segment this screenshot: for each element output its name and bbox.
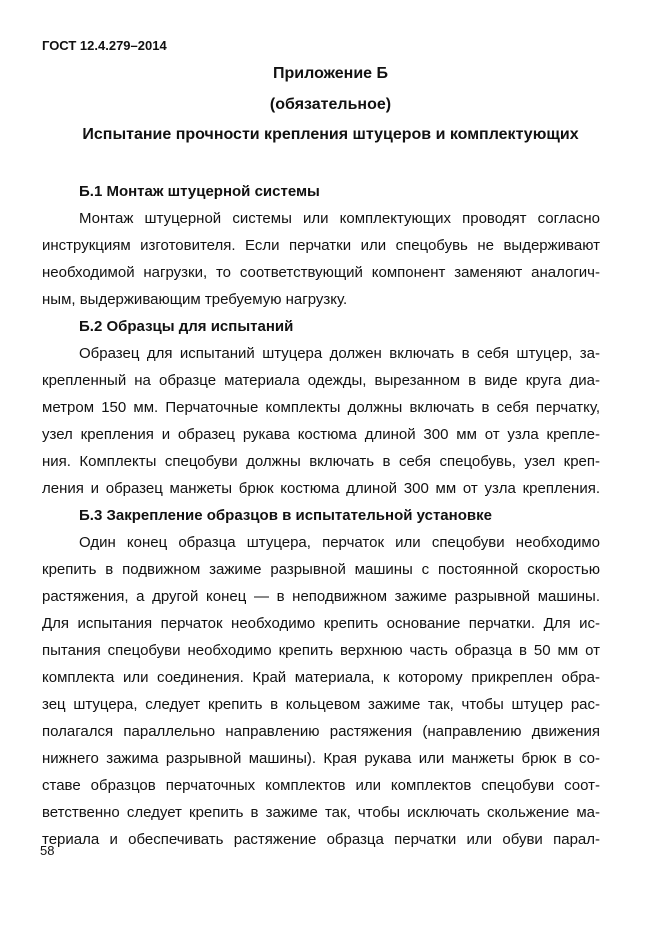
appendix-status: (обязательное) <box>269 96 392 113</box>
text-line: нижнего зажима разрывной машины). Края рукава или манжеты брюк в со- <box>42 750 600 767</box>
text-line: необходимой нагрузки, то соответствующий компонент заменяют аналогич- <box>42 264 600 281</box>
text-line: Монтаж штуцерной системы или комплектующих проводят согласно <box>79 210 600 227</box>
text-line: ставе образцов перчаточных комплектов или комплектов спецобуви соот- <box>42 777 600 794</box>
text-line: полагался параллельно направлению растяжения (направлению движения <box>42 723 600 740</box>
text-line: метром 150 мм. Перчаточные комплекты должны включать в себя перчатку, <box>42 399 600 416</box>
text-line: Образец для испытаний штуцера должен включать в себя штуцер, за- <box>79 345 600 362</box>
text-line: Один конец образца штуцера, перчаток или спецобуви необходимо <box>79 534 600 551</box>
text-line: зец штуцера, следует крепить в кольцевом зажиме так, чтобы штуцер рас- <box>42 696 600 713</box>
appendix-heading: Испытание прочности крепления штуцеров и комплектующих <box>82 126 579 143</box>
text-line: узел крепления и образец рукава костюма длиной 300 мм от узла крепле- <box>42 426 600 443</box>
section-heading-b3: Б.3 Закрепление образцов в испытательной установке <box>79 507 492 524</box>
text-line: инструкциям изготовителя. Если перчатки или спецобувь не выдерживают <box>42 237 600 254</box>
text-line: комплекта или соединения. Край материала, к которому прикреплен обра- <box>42 669 600 686</box>
section-heading-b2: Б.2 Образцы для испытаний <box>79 318 294 335</box>
text-line: пытания спецобуви необходимо крепить верхнюю часть образца в 50 мм от <box>42 642 600 659</box>
text-line: ления и образец манжеты брюк костюма длиной 300 мм от узла крепления. <box>42 480 600 497</box>
standard-code: ГОСТ 12.4.279–2014 <box>42 38 167 53</box>
text-line: ния. Комплекты спецобуви должны включать в себя спецобувь, узел креп- <box>42 453 600 470</box>
text-line: ветственно следует крепить в зажиме так, чтобы исключать скольжение ма- <box>42 804 600 821</box>
text-line: териала и обеспечивать растяжение образца перчатки или обуви парал- <box>42 831 600 848</box>
text-line: растяжения, а другой конец — в неподвижном зажиме разрывной машины. <box>42 588 600 605</box>
text-line: ным, выдерживающим требуемую нагрузку. <box>42 291 348 308</box>
text-line: крепленный на образце материала одежды, вырезанном в виде круга диа- <box>42 372 600 389</box>
appendix-title: Приложение Б <box>273 65 388 82</box>
section-heading-b1: Б.1 Монтаж штуцерной системы <box>79 183 320 200</box>
text-line: крепить в подвижном зажиме разрывной машины с постоянной скоростью <box>42 561 600 578</box>
page-number: 58 <box>40 843 55 858</box>
text-line: Для испытания перчаток необходимо крепить основание перчатки. Для ис- <box>42 615 600 632</box>
